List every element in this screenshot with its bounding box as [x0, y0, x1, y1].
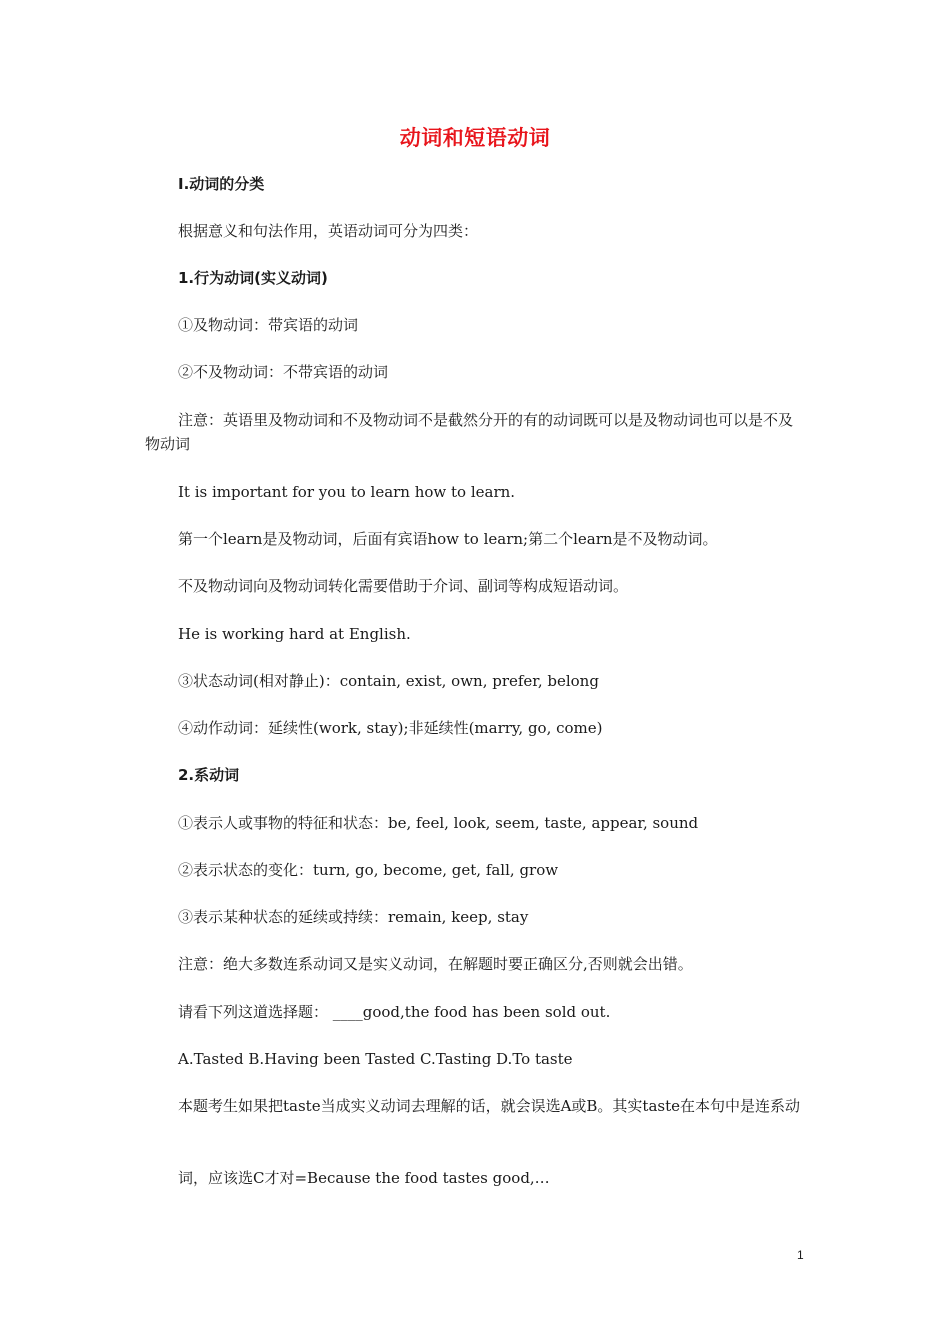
- answer-options: A.Tasted B.Having been Tasted C.Tasting D.To taste: [178, 1050, 573, 1068]
- document-title: 动词和短语动词: [399, 126, 551, 150]
- paragraph: 第一个learn是及物动词，后面有宾语how to learn;第二个learn是不及物动词。: [178, 530, 718, 548]
- paragraph: ②表示状态的变化：turn, go, become, get, fall, grow: [178, 861, 559, 879]
- paragraph: ③状态动词(相对静止)：contain, exist, own, prefer, belong: [178, 672, 599, 690]
- paragraph: 本题考生如果把taste当成实义动词去理解的话，就会误选A或B。其实taste在本句中是连系动: [178, 1097, 801, 1115]
- paragraph: 根据意义和句法作用，英语动词可分为四类：: [178, 222, 479, 240]
- paragraph: 不及物动词向及物动词转化需要借助于介词、副词等构成短语动词。: [178, 577, 629, 595]
- paragraph: ①及物动词：带宾语的动词: [178, 316, 359, 334]
- paragraph: ①表示人或事物的特征和状态：be, feel, look, seem, taste, appear, sound: [178, 814, 699, 832]
- section-heading: I.动词的分类: [178, 175, 265, 193]
- page-number: 1: [797, 1248, 804, 1262]
- subsection-heading: 2.系动词: [178, 766, 240, 784]
- paragraph: 注意：英语里及物动词和不及物动词不是截然分开的有的动词既可以是及物动词也可以是不及物动词: [145, 411, 794, 453]
- example-sentence: He is working hard at English.: [178, 625, 411, 643]
- paragraph: ④动作动词：延续性(work, stay);非延续性(marry, go, come): [178, 719, 603, 737]
- paragraph: 注意：绝大多数连系动词又是实义动词，在解题时要正确区分,否则就会出错。: [178, 955, 693, 973]
- example-sentence: It is important for you to learn how to learn.: [178, 483, 516, 501]
- paragraph: ③表示某种状态的延续或持续：remain, keep, stay: [178, 908, 529, 926]
- paragraph: 词，应该选C才对=Because the food tastes good,…: [178, 1169, 550, 1187]
- subsection-heading: 1.行为动词(实义动词): [178, 269, 328, 287]
- paragraph: ②不及物动词：不带宾语的动词: [178, 363, 389, 381]
- question-stem: 请看下列这道选择题： ____good,the food has been sold out.: [178, 1003, 611, 1021]
